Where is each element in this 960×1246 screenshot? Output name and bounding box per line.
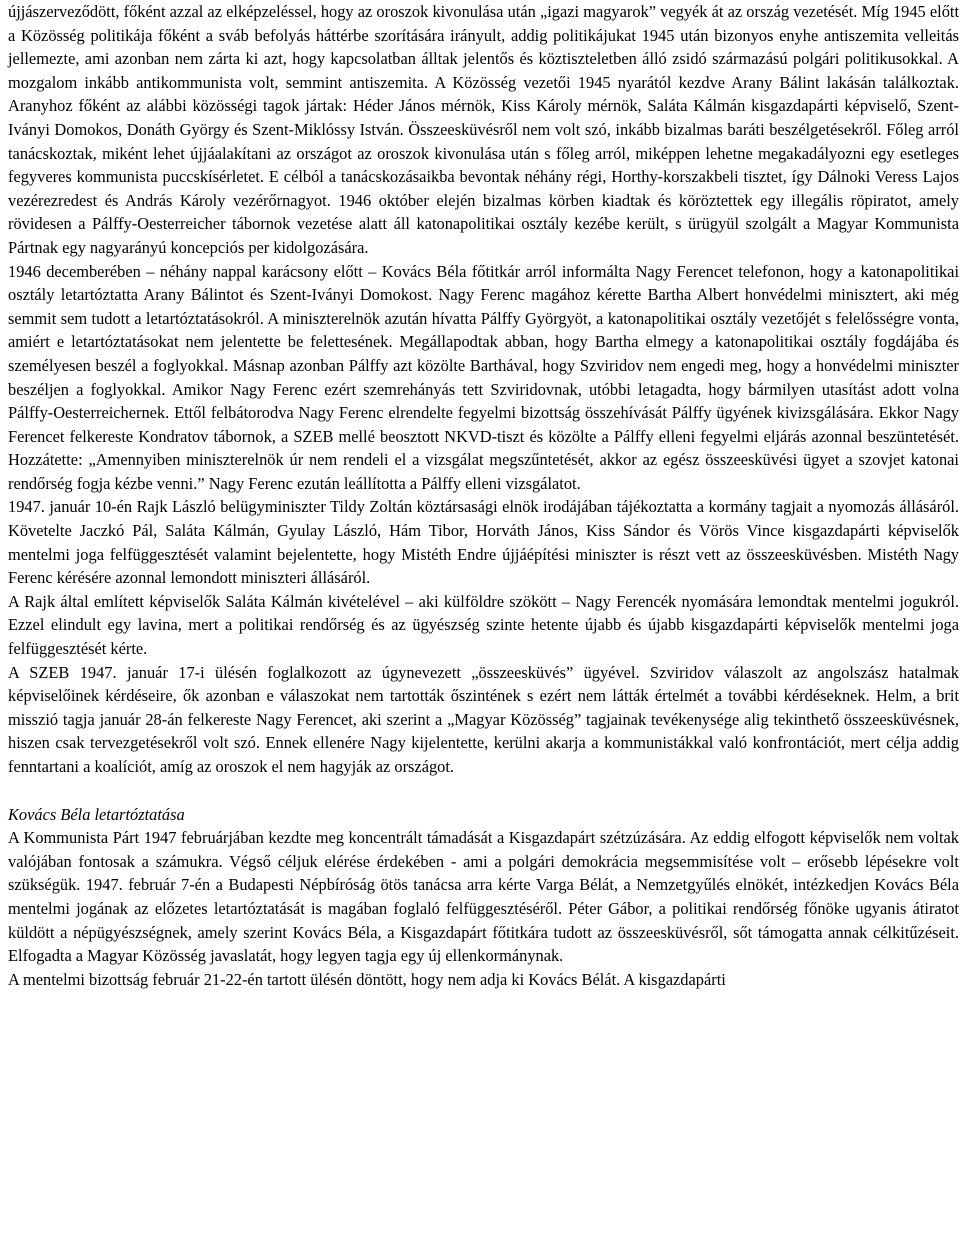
section-heading: Kovács Béla letartóztatása — [8, 804, 185, 824]
paragraph-5: A SZEB 1947. január 17-i ülésén foglalkozott az úgynevezett „összeesküvés” ügyével. Szviridov válaszolt az angolszász hatalmak képviselőinek kérdéseire, ők azonban e válaszokat nem tartották őszintének s ezért nem látták értelmét a további kérdéseknek. Helm, a brit misszió tagja január 28-án felkereste Nagy Ferencet, aki szerint a „Magyar Közösség” tagjainak tevékenysége alig tekinthető összeesküvésnek, hiszen csak tervezgetésekről volt szó. Ennek ellenére Nagy kijelentette, kerülni akarja a kommunistákkal való konfrontációt, mert célja addig fenntartani a koalíciót, amíg az oroszok el nem hagyják az országot. — [8, 662, 959, 776]
section-spacer — [8, 779, 959, 803]
paragraph-1: újjászerveződött, főként azzal az elképzeléssel, hogy az oroszok kivonulása után „igazi magyarok” vegyék át az ország vezetését. Míg 1945 előtt a Közösség politikája főként a sváb befolyás háttérbe szorítására irányult, addig politikájukat 1945 után bizonyos enyhe antiszemita velleitás jellemezte, ami azonban nem zárta ki azt, hogy kapcsolatban álltak jelentős és köztiszteletben álló zsidó származású polgári politikusokkal. A mozgalom inkább antikommunista volt, semmint antiszemita. A Közösség vezetői 1945 nyarától kezdve Arany Bálint lakásán találkoztak. Aranyhoz főként az alábbi közösségi tagok jártak: Héder János mérnök, Kiss Károly mérnök, Saláta Kálmán kisgazdapárti képviselő, Szent-Iványi Domokos, Donáth György és Szent-Miklóssy István. Összeesküvésről nem volt szó, inkább bizalmas baráti beszélgetésekről. Főleg arról tanácskoztak, miként lehet újjáalakítani az országot az oroszok kivonulása után s főleg arról, miképpen lehetne megakadályozni egy esetleges fegyveres kommunista puccskísérletet. E célból a tanácskozásaikba bevontak néhány régi, Horthy-korszakbeli tisztet, így Dálnoki Veress Lajos vezérezredest és András Károly vezérőrnagyot. 1946 október elején bizalmas körben kiadtak és köröztettek egy illegális röpiratot, amely rövidesen a Pálffy-Oesterreicher tábornok vezetése alatt áll katonapolitikai osztály kezébe került, s ürügyül szolgált a Magyar Kommunista Pártnak egy nagyarányú koncepciós per kidolgozására. — [8, 2, 959, 257]
section-paragraph-2: A mentelmi bizottság február 21-22-én tartott ülésén döntött, hogy nem adja ki Kovács Bélát. A kisgazdapárti — [8, 969, 726, 989]
paragraph-2: 1946 decemberében – néhány nappal karácsony előtt – Kovács Béla főtitkár arról informálta Nagy Ferencet telefonon, hogy a katonapolitikai osztály letartóztatta Arany Bálintot és Szent-Iványi Domokost. Nagy Ferenc magához kérette Bartha Albert honvédelmi minisztert, aki még semmit sem tudott a letartóztatásokról. A miniszterelnök azután hívatta Pálffy Györgyöt, a katonapolitikai osztály vezetőjét s felelősségre vonta, amiért e letartóztatásokat nem jelentette be felettesének. Megállapodtak abban, hogy Bartha elmegy a katonapolitikai osztály fogdájába és személyesen beszél a foglyokkal. Másnap azonban Pálffy azt közölte Barthával, hogy Szviridov nem engedi meg, hogy a honvédelmi miniszter beszéljen a foglyokkal. Amikor Nagy Ferenc ezért szemrehányás tett Szviridovnak, utóbbi letagadta, hogy bármilyen utasítást adott volna Pálffy-Oesterreichernek. Ettől felbátorodva Nagy Ferenc elrendelte fegyelmi bizottság összehívását Pálffy ügyének kivizsgálására. Ekkor Nagy Ferencet felkereste Kondratov tábornok, a SZEB mellé beosztott NKVD-tiszt és közölte a Pálffy elleni fegyelmi eljárás azonnal beszüntetését. Hozzátette: „Amennyiben miniszterelnök úr nem rendeli el a vizsgálat megszűntetését, akkor az egész összeesküvési ügyet a szovjet katonai rendőrség fogja kézbe venni.” Nagy Ferenc ezután leállította a Pálffy elleni vizsgálatot. — [8, 261, 959, 493]
paragraph-4: A Rajk által említett képviselők Saláta Kálmán kivételével – aki külföldre szökött – Nagy Ferencék nyomására lemondtak mentelmi jogukról. Ezzel elindult egy lavina, mert a politikai rendőrség és az ügyészség szinte hetente újabb és újabb kisgazdapárti képviselők mentelmi joga felfüggesztését kérte. — [8, 591, 959, 659]
document-page — [8, 0, 959, 991]
section-paragraph-1: A Kommunista Párt 1947 februárjában kezdte meg koncentrált támadását a Kisgazdapárt szétzúzására. Az eddig elfogott képviselők nem voltak valójában fontosak a számukra. Végső céljuk elérése érdekében - ami a polgári demokrácia megsemmisítése volt – erősebb lépésekre volt szükségük. 1947. február 7-én a Budapesti Népbíróság ötös tanácsa arra kérte Varga Bélát, a Nemzetgyűlés elnökét, intézkedjen Kovács Béla mentelmi jogának az előzetes letartóztatását is magában foglaló felfüggesztéséről. Péter Gábor, a politikai rendőrség főnöke ugyanis átiratot küldött a népügyészségnek, amely szerint Kovács Béla, a Kisgazdapárt főtitkára tudott az összeesküvésről, sőt támogatta annak célkitűzéseit. Elfogadta a Magyar Közösség javaslatát, hogy legyen tagja egy új ellenkormánynak. — [8, 828, 959, 966]
paragraph-3: 1947. január 10-én Rajk László belügyminiszter Tildy Zoltán köztársasági elnök irodájában tájékoztatta a kormány tagjait a nyomozás állásáról. Követelte Jaczkó Pál, Saláta Kálmán, Gyulay László, Hám Tibor, Horváth János, Kiss Sándor és Vörös Vince kisgazdapárti képviselők mentelmi joga felfüggesztését valamint bejelentette, hogy Mistéth Endre újjáépítési miniszter is részt vett az összeesküvésben. Mistéth Nagy Ferenc kérésére azonnal lemondott miniszteri állásáról. — [8, 497, 959, 588]
